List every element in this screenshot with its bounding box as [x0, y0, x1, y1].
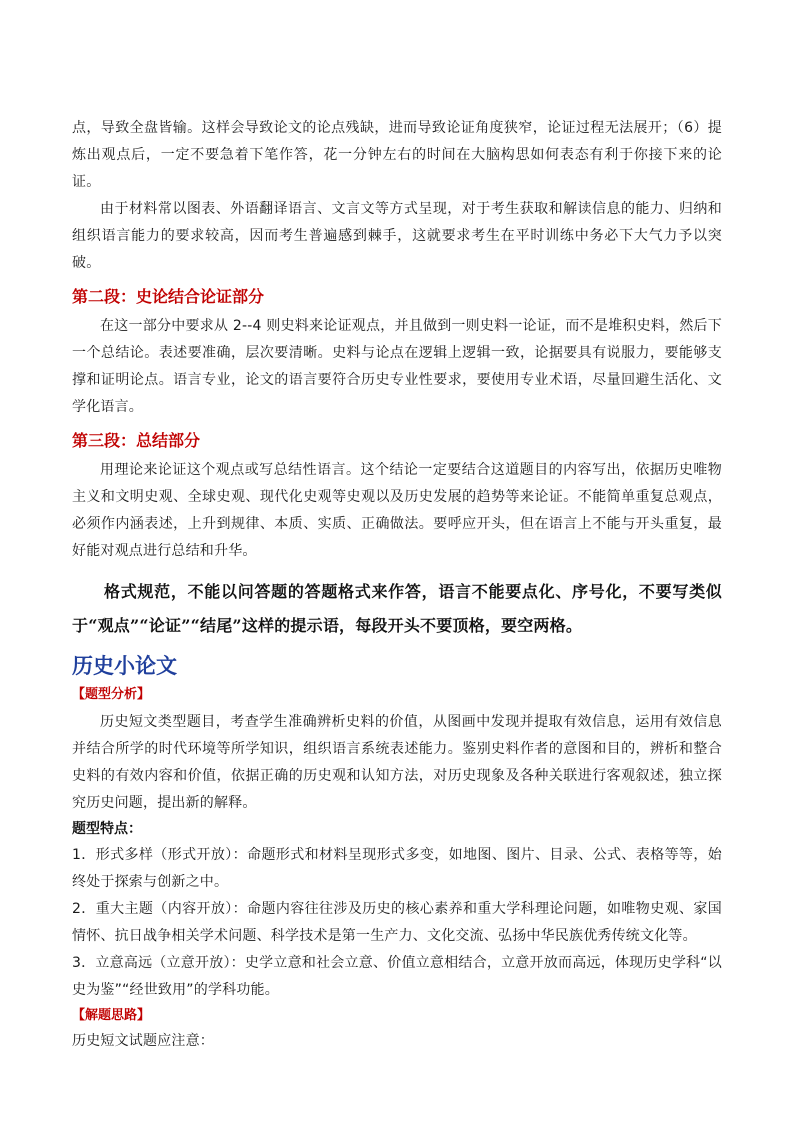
paragraph-argument: 在这一部分中要求从 2--4 则史料来论证观点，并且做到一则史料一论证，而不是堆积史料，然后下一个总结论。表述要准确，层次要清晰。史料与论点在逻辑上逻辑一致，论据要具有说服力，要能够支撑和证明论点。语言专业，论文的语言要符合历史专业性要求，要使用专业术语，尽量回避生活化、文学化语言。 — [72, 318, 722, 415]
feature-item-3: 3．立意高远（立意开放）：史学立意和社会立意、价值立意相结合，立意开放而高远，体现历史学科“以史为鉴”“经世致用”的学科功能。 — [72, 955, 722, 998]
paragraph-continuation: 点，导致全盘皆输。这样会导致论文的论点残缺，进而导致论证角度狭窄，论证过程无法展开；（6）提炼出观点后，一定不要急着下笔作答，花一分钟左右的时间在大脑构思如何表态有利于你接下来的论证。 — [72, 120, 722, 190]
feature-item-1: 1．形式多样（形式开放）：命题形式和材料呈现形式多变，如地图、图片、目录、公式、表格等等，始终处于探索与创新之中。 — [72, 847, 722, 890]
format-requirements-note: 格式规范，不能以问答题的答题格式来作答，语言不能要点化、序号化，不要写类似于“观点”“论证”“结尾”这样的提示语，每段开头不要顶格，要空两格。 — [72, 582, 722, 635]
main-title: 历史小论文 — [72, 653, 177, 678]
paragraph-summary: 用理论来论证这个观点或写总结性语言。这个结论一定要结合这道题目的内容写出，依据历史唯物主义和文明史观、全球史观、现代化史观等史观以及历史发展的趋势等来论证。不能简单重复总观点，必须作内涵表述，上升到规律、本质、实质、正确做法。要呼应开头，但在语言上不能与开头重复，最好能对观点进行总结和升华。 — [72, 462, 722, 559]
tag-question-analysis: 【题型分析】 — [72, 687, 151, 702]
paragraph-material: 由于材料常以图表、外语翻译语言、文言文等方式呈现，对于考生获取和解读信息的能力、归纳和组织语言能力的要求较高，因而考生普遍感到棘手，这就要求考生在平时训练中务必下大气力予以突破。 — [72, 201, 722, 271]
section-heading-summary: 第三段：总结部分 — [72, 431, 201, 450]
tag-solution-approach: 【解题思路】 — [72, 1008, 151, 1023]
feature-item-2: 2．重大主题（内容开放）：命题内容往往涉及历史的核心素养和重大学科理论问题，如唯物史观、家国情怀、抗日战争相关学术问题、科学技术是第一生产力、文化交流、弘扬中华民族优秀传统文化等。 — [72, 901, 722, 944]
document-page — [72, 115, 722, 1055]
section-heading-argument: 第二段：史论结合论证部分 — [72, 287, 265, 306]
features-heading: 题型特点： — [72, 821, 142, 837]
approach-intro: 历史短文试题应注意： — [72, 1033, 214, 1049]
paragraph-analysis: 历史短文类型题目，考查学生准确辨析史料的价值，从图画中发现并提取有效信息，运用有效信息并结合所学的时代环境等所学知识，组织语言系统表述能力。鉴别史料作者的意图和目的，辨析和整合史料的有效内容和价值，依据正确的历史观和认知方法，对历史现象及各种关联进行客观叙述，独立探究历史问题，提出新的解释。 — [72, 714, 722, 811]
